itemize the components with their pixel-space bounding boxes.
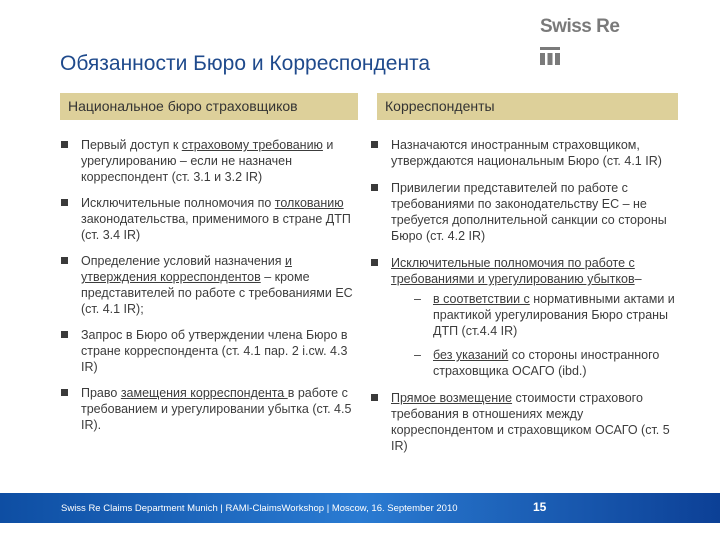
list-item: [370, 255, 685, 379]
item-text: Определение условий назначения: [81, 254, 285, 268]
item-text: Назначаются иностранным страховщиком, утверждаются национальным Бюро (ст. 4.1 IR): [391, 138, 662, 168]
bullet-square-icon: [61, 141, 68, 148]
list-item: [60, 195, 360, 243]
left-column: [60, 137, 360, 443]
item-underlined-text: замещения корреспондента: [120, 386, 288, 400]
left-column-header: Национальное бюро страховщиков: [60, 93, 358, 120]
list-item: [60, 137, 360, 185]
item-underlined-text: Исключительные полномочия по работе с требованиями и урегулированию убытков: [391, 256, 635, 286]
bullet-square-icon: [61, 389, 68, 396]
item-text: Привилегии представителей по работе с требованиями по законодательству ЕС – не требуется дополнительной санкции со стороны Бюро (ст. 4.2 IR): [391, 181, 667, 243]
right-column-header: Корреспонденты: [377, 93, 678, 120]
bullet-square-icon: [61, 199, 68, 206]
item-text: Право: [81, 386, 121, 400]
item-underlined-text: страховому требованию: [181, 138, 323, 152]
item-text: – кроме представителей по работе с требованиями ЕС (ст. 4.1 IR);: [81, 270, 353, 316]
item-text: Запрос в Бюро об утверждении члена Бюро в стране корреспондента (ст. 4.1 пар. 2 i.cw. 4.3 IR): [81, 328, 348, 374]
item-text: стоимости страхового требования в отношениях между корреспондентом и страховщиком ОСАГО (ст. 5 IR): [391, 391, 670, 453]
page-title: Обязанности Бюро и Корреспондента: [60, 52, 431, 75]
bullet-square-icon: [371, 259, 378, 266]
bullet-square-icon: [371, 394, 378, 401]
list-item: [60, 385, 360, 433]
item-text: –: [634, 272, 642, 286]
sub-item: [391, 347, 685, 379]
page-number: 15: [533, 500, 547, 514]
item-underlined-text: толкованию: [274, 196, 344, 210]
sub-item-text: со стороны иностранного страховщика ОСАГО (ibd.): [433, 348, 660, 378]
swiss-re-logo: [540, 16, 619, 38]
item-underlined-text: и утверждения корреспондентов: [81, 254, 292, 284]
list-item: [60, 327, 360, 375]
sub-item-underlined-text: без указаний: [433, 348, 509, 362]
sub-item-underlined-text: в соответствии с: [433, 292, 530, 306]
bullet-square-icon: [371, 141, 378, 148]
bullet-square-icon: [371, 184, 378, 191]
list-item: [370, 390, 685, 454]
footer-bar: [0, 493, 720, 523]
sub-item: [391, 291, 685, 339]
item-underlined-text: Прямое возмещение: [391, 391, 513, 405]
item-text: и урегулированию – если не назначен корреспондент (ст. 3.1 и 3.2 IR): [81, 138, 334, 184]
bullet-square-icon: [61, 257, 68, 264]
sub-item-text: нормативными актами и практикой урегулирования Бюро страны ДТП (ст.4.4 IR): [433, 292, 675, 338]
list-item: [370, 137, 685, 169]
swiss-re-mark-icon: [540, 47, 560, 65]
logo-text: Swiss Re: [540, 16, 620, 37]
dash-marker: –: [414, 348, 421, 362]
dash-marker: –: [414, 292, 421, 306]
right-column: [370, 137, 685, 465]
item-text: в работе с требованием и урегулировании убытка (ст. 4.5 IR).: [81, 386, 352, 432]
item-text: Первый доступ к: [81, 138, 182, 152]
footer-text: Swiss Re Claims Department Munich | RAMI-ClaimsWorkshop | Moscow, 16. September 2010: [61, 503, 458, 514]
list-item: [370, 180, 685, 244]
list-item: [60, 253, 360, 317]
item-text: законодательства, применимого в стране ДТП (ст. 3.4 IR): [81, 212, 351, 242]
bullet-square-icon: [61, 331, 68, 338]
item-text: Исключительные полномочия по: [81, 196, 275, 210]
